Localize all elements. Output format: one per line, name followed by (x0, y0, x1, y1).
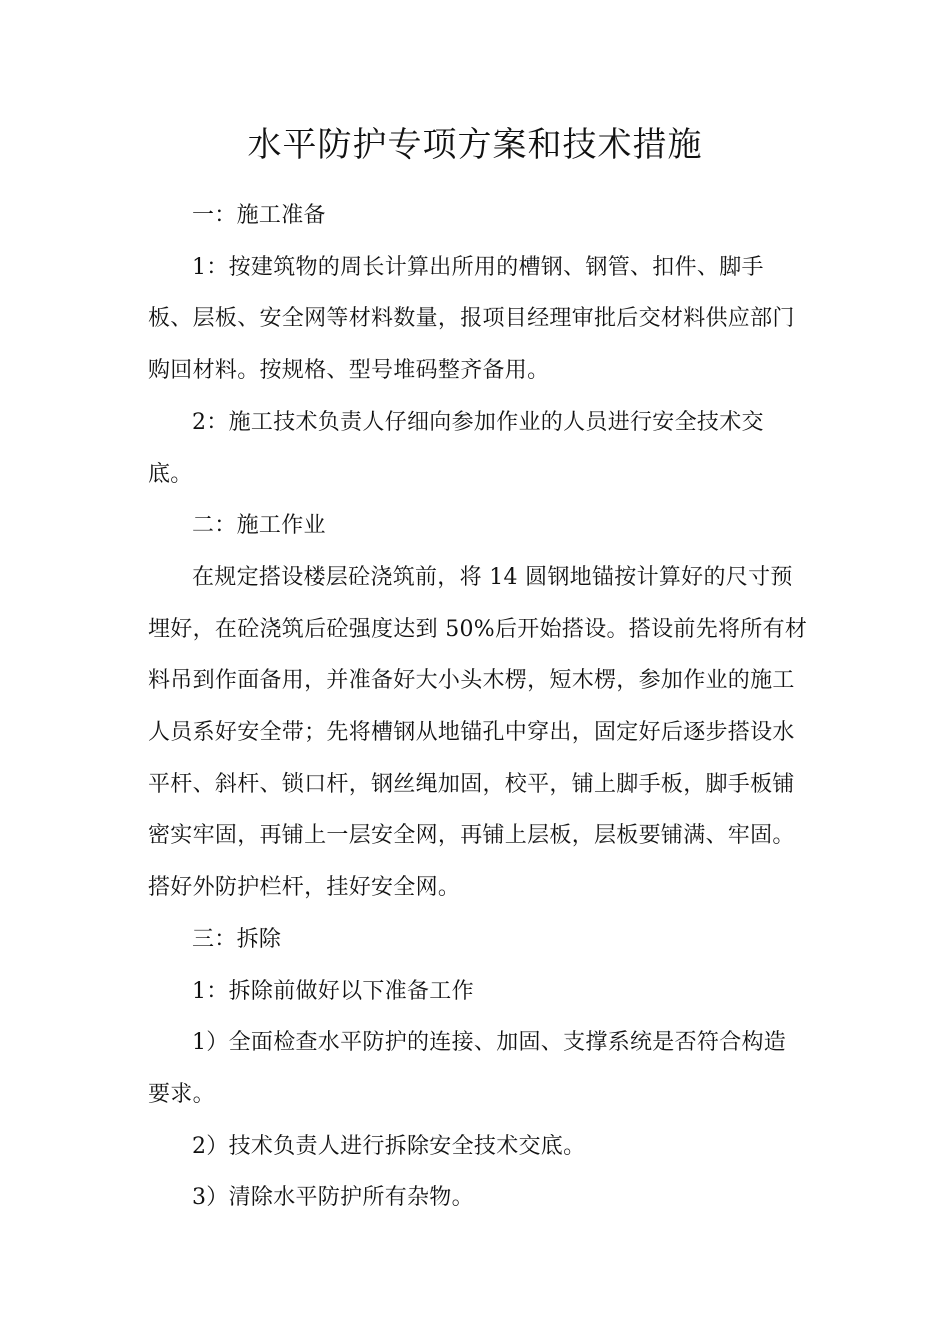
text-line: 2）技术负责人进行拆除安全技术交底。 (192, 1133, 586, 1159)
document-title: 水平防护专项方案和技术措施 (247, 125, 703, 165)
text-line: 料吊到作面备用，并准备好大小头木楞，短木楞，参加作业的施工 (148, 668, 795, 694)
text-line: 1：拆除前做好以下准备工作 (192, 978, 474, 1004)
text-line: 搭好外防护栏杆，挂好安全网。 (148, 875, 461, 901)
text-line: 平杆、斜杆、锁口杆，钢丝绳加固，校平，铺上脚手板，脚手板铺 (148, 771, 795, 797)
text-line: 密实牢固，再铺上一层安全网，再铺上层板，层板要铺满、牢固。 (148, 823, 795, 849)
text-line: 在规定搭设楼层砼浇筑前，将 14 圆钢地锚按计算好的尺寸预 (192, 564, 793, 590)
text-line: 一：施工准备 (192, 203, 326, 228)
text-line: 人员系好安全带；先将槽钢从地锚孔中穿出，固定好后逐步搭设水 (148, 720, 795, 746)
text-line: 二：施工作业 (192, 513, 326, 539)
text-line: 购回材料。按规格、型号堆码整齐备用。 (148, 358, 550, 384)
text-lines (148, 190, 808, 1224)
text-line: 2：施工技术负责人仔细向参加作业的人员进行安全技术交 (192, 409, 764, 435)
text-line: 1）全面检查水平防护的连接、加固、支撑系统是否符合构造 (192, 1030, 787, 1056)
text-line: 3）清除水平防护所有杂物。 (192, 1185, 474, 1211)
text-line: 板、层板、安全网等材料数量，报项目经理审批后交材料供应部门 (148, 306, 795, 332)
document-body (148, 190, 808, 1224)
text-line: 埋好，在砼浇筑后砼强度达到 50%后开始搭设。搭设前先将所有材 (148, 616, 808, 642)
text-line: 要求。 (148, 1081, 215, 1107)
text-line: 三：拆除 (192, 926, 282, 952)
text-line: 底。 (148, 461, 193, 487)
text-line: 1：按建筑物的周长计算出所用的槽钢、钢管、扣件、脚手 (192, 254, 764, 280)
